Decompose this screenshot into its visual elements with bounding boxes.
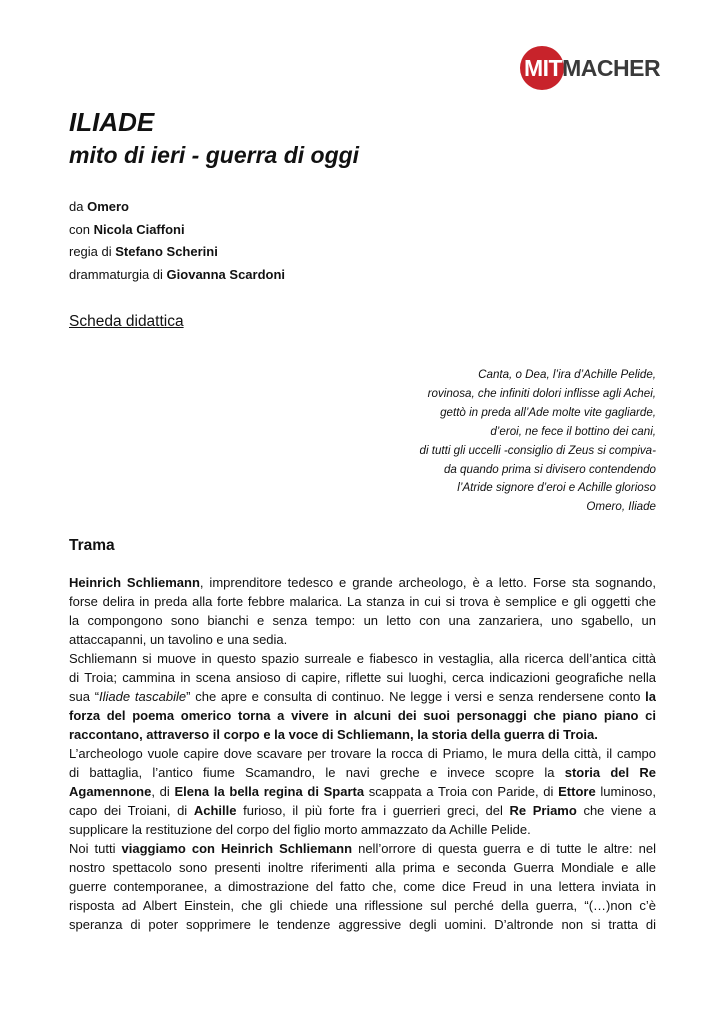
body-line: [69, 573, 656, 592]
credit-name: Nicola Ciaffoni: [93, 221, 185, 237]
body-line: [69, 706, 656, 725]
credits: [69, 196, 285, 286]
body-line: [69, 782, 656, 801]
body-text-run: raccontano, attraverso il corpo e la voce di Schliemann, la storia della guerra di Troia.: [69, 727, 598, 742]
body-line: [69, 915, 656, 934]
body-text-run: Elena la bella regina di Sparta: [174, 784, 365, 799]
body-line: [69, 896, 656, 915]
body-text-run: speranza di poter sopprimere le tendenze aggressive degli uomini. D’altronde non si tratta di: [69, 917, 656, 932]
body-text-run: forza del poema omerico torna a vivere in alcuni dei suoi personaggi che piano piano ci: [69, 708, 656, 723]
body-text-run: la: [645, 689, 656, 704]
credit-role: regia di: [69, 244, 116, 259]
body-text-run: forse delira in preda alla forte febbre malarica. La stanza in cui si trova è semplice e gli oggetti che: [69, 594, 656, 609]
body-line: [69, 858, 656, 877]
body-line: [69, 592, 656, 611]
body-text-run: Iliade tascabile: [99, 689, 187, 704]
body-line: [69, 839, 656, 858]
body-text-run: ” che apre e consulta di continuo. Ne legge i versi e senza rendersene conto: [186, 689, 646, 704]
body-text-run: supplicare la restituzione del corpo del figlio morto ammazzato da Achille Pelide.: [69, 822, 531, 837]
page-title: ILIADE: [69, 107, 155, 137]
body-text-run: Agamennone: [69, 784, 152, 799]
body-line: [69, 820, 656, 839]
body-text-run: , imprenditore tedesco e grande archeologo, è a letto. Forse sta sognando,: [199, 575, 656, 590]
body-text-run: attaccapanni, un tavolino e una sedia.: [69, 632, 288, 647]
body-text-run: di Troia; cammina in scena ansioso di capire, riflette sui luoghi, cerca indicazioni geografiche nella: [69, 670, 656, 685]
credit-line: [69, 196, 285, 219]
body-line: [69, 687, 656, 706]
epigraph-line: da quando prima si divisero contendendo: [443, 462, 656, 476]
body-text-run: guerre contemporanee, a dimostrazione del fatto che, come dice Freud in una lettera inviata in: [69, 879, 656, 894]
epigraph-attribution: Omero, Iliade: [586, 500, 656, 514]
body-text-run: viaggiamo con Heinrich Schliemann: [121, 841, 353, 856]
body-text-run: Schliemann si muove in questo spazio surreale e fiabesco in vestaglia, alla ricerca dell’antica città: [69, 651, 656, 666]
body-text-run: risposta ad Albert Einstein, che gli chiede una riflessione sul perché della guerra, “(…)non c’è: [69, 898, 656, 913]
epigraph-line: d’eroi, ne fece il bottino dei cani,: [490, 424, 656, 438]
scheda-didattica-heading: Scheda didattica: [69, 313, 184, 330]
body-text-run: Noi tutti: [69, 841, 122, 856]
credit-role: da: [69, 199, 88, 214]
body-line: [69, 611, 656, 630]
credit-role: drammaturgia di: [69, 266, 167, 282]
body-text-run: furioso, il più forte fra i guerrieri greci, del: [236, 803, 510, 818]
epigraph-line: l’Atride signore d’eroi e Achille glorioso: [457, 481, 656, 495]
body-text-run: Achille: [193, 803, 237, 818]
body-line: [69, 668, 656, 687]
epigraph-line: Canta, o Dea, l’ira d’Achille Pelide,: [478, 368, 656, 381]
body-text-run: di battaglia, l’antico fiume Scamandro, le navi greche e invece scopre la: [69, 765, 565, 780]
body-text-run: nostro spettacolo sono presenti inoltre riferimenti alla prima e seconda Guerra Mondiale e alle: [69, 860, 656, 875]
body-text-run: nell’orrore di questa guerra e di tutte le altre: nel: [352, 841, 656, 856]
trama-body: [69, 573, 656, 934]
body-line: [69, 877, 656, 896]
body-text-run: scappata a Troia con Paride, di: [364, 784, 559, 799]
body-text-run: Heinrich Schliemann: [69, 575, 200, 590]
credit-name: Omero: [87, 199, 129, 214]
credit-name: Stefano Scherini: [115, 244, 218, 259]
logo-text: [524, 55, 660, 81]
body-line: [69, 725, 656, 744]
body-line: [69, 763, 656, 782]
credit-line: [69, 219, 285, 242]
body-text-run: sua “: [69, 689, 100, 704]
body-line: [69, 801, 656, 820]
epigraph-line: di tutti gli uccelli -consiglio di Zeus si compiva-: [419, 443, 656, 457]
body-line: [69, 744, 656, 763]
body-text-run: , di: [151, 784, 175, 799]
credit-line: [69, 264, 285, 287]
body-text-run: che viene a: [576, 803, 656, 818]
body-text-run: Re Priamo: [509, 803, 577, 818]
logo-macher: MACHER: [562, 55, 661, 81]
epigraph-line: rovinosa, che infiniti dolori inflisse agli Achei,: [427, 386, 656, 400]
body-text-run: storia del Re: [564, 765, 656, 780]
body-line: [69, 630, 656, 649]
body-text-run: capo dei Troiani, di: [69, 803, 194, 818]
credit-role: con: [69, 221, 94, 237]
body-text-run: Ettore: [558, 784, 596, 799]
epigraph-line: gettò in preda all’Ade molte vite gagliarde,: [440, 405, 656, 419]
body-text-run: L’archeologo vuole capire dove scavare per trovare la rocca di Priamo, le mura della città, il campo: [69, 746, 656, 761]
trama-heading: Trama: [69, 537, 115, 554]
body-text-run: luminoso,: [595, 784, 656, 799]
credit-line: [69, 241, 285, 264]
page-subtitle: mito di ieri - guerra di oggi: [69, 142, 360, 168]
logo-mit: MIT: [524, 55, 563, 81]
epigraph: [326, 366, 656, 517]
mitmacher-logo: [520, 46, 660, 90]
body-line: [69, 649, 656, 668]
credit-name: Giovanna Scardoni: [166, 266, 286, 282]
body-text-run: la compongono sono bianchi e senza tempo: un letto con una zanzariera, uno sgabello, un: [69, 613, 656, 628]
